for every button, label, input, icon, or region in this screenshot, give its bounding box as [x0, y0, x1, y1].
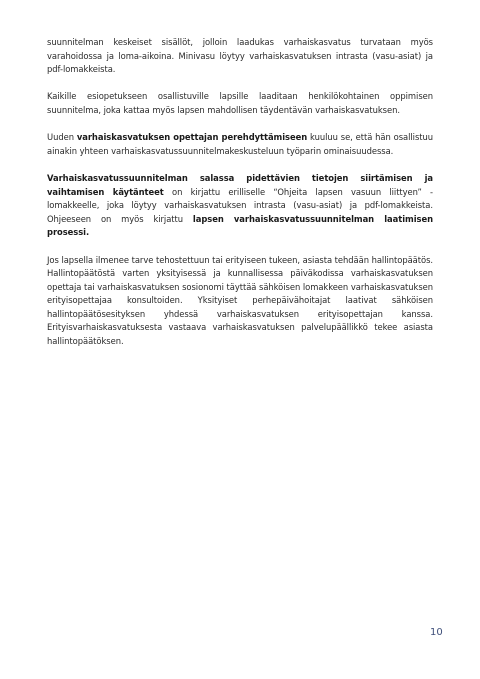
text-segment: Uuden [47, 132, 77, 143]
bold-text-segment: lapsen varhaiskasvatussuunnitelman laatimisen prosessi. [47, 213, 434, 238]
bold-text-segment: varhaiskasvatuksen opettajan perehdyttämiseen [76, 132, 308, 143]
text-segment: Kaikille esiopetukseen osallistuville lapsille laaditaan henkilökohtainen oppimisen suunnitelma, joka kattaa myös lapsen mahdollisen täydentävän varhaiskasvatuksen. [47, 91, 433, 115]
paragraph-salassapito [47, 172, 433, 240]
bold-text-segment: Varhaiskasvatussuunnitelman salassa pidettävien tietojen siirtämisen ja vaihtamisen käytänteet [47, 172, 433, 197]
paragraph-perehdytys [47, 131, 433, 158]
text-segment: kuuluu se, että hän osallistuu ainakin yhteen varhaiskasvatussuunnitelmakeskusteluun työparin ominaisuudessa. [47, 132, 434, 156]
text-segment: Jos lapsella ilmenee tarve tehostettuun tai erityiseen tukeen, asiasta tehdään hallintopäätös. Hallintopäätöstä varten yksityisessä ja kunnallisessa päiväkodissa varhaiskasvatuksen opettaja tai varhaiskasvatuksen sosionomi täyttää sähköisen lomakkeen varhaiskasvatuksen erityisopettajaa konsultoiden. Yksityiset perhepäivähoitajat laativat sähköisen hallintopäätösesityksen yhdessä varhaiskasvatuksen erityisopettajan kanssa. Erityisvarhaiskasvatuksesta vastaava varhaiskasvatuksen palvelupäällikkö tekee asiasta hallintopäätöksen. [47, 254, 433, 347]
page-number: 10 [430, 627, 443, 638]
text-segment: suunnitelman keskeiset sisällöt, jolloin laadukas varhaiskasvatus turvataan myös varahoidossa ja loma-aikoina. Minivasu löytyy varhaiskasvatuksen intrasta (vasu-asiat) ja pdf-lomakkeista. [47, 37, 433, 75]
paragraph-minivasu [47, 36, 433, 77]
text-segment: on kirjattu erilliselle “Ohjeita lapsen vasuun liittyen” -lomakkeelle, joka löytyy varhaiskasvatuksen intrasta (vasu-asiat) ja pdf-lomakkeista. Ohjeeseen on myös kirjattu [47, 186, 434, 224]
document-body [47, 36, 433, 362]
paragraph-tuki [47, 254, 433, 349]
paragraph-esiopetus [47, 90, 433, 117]
